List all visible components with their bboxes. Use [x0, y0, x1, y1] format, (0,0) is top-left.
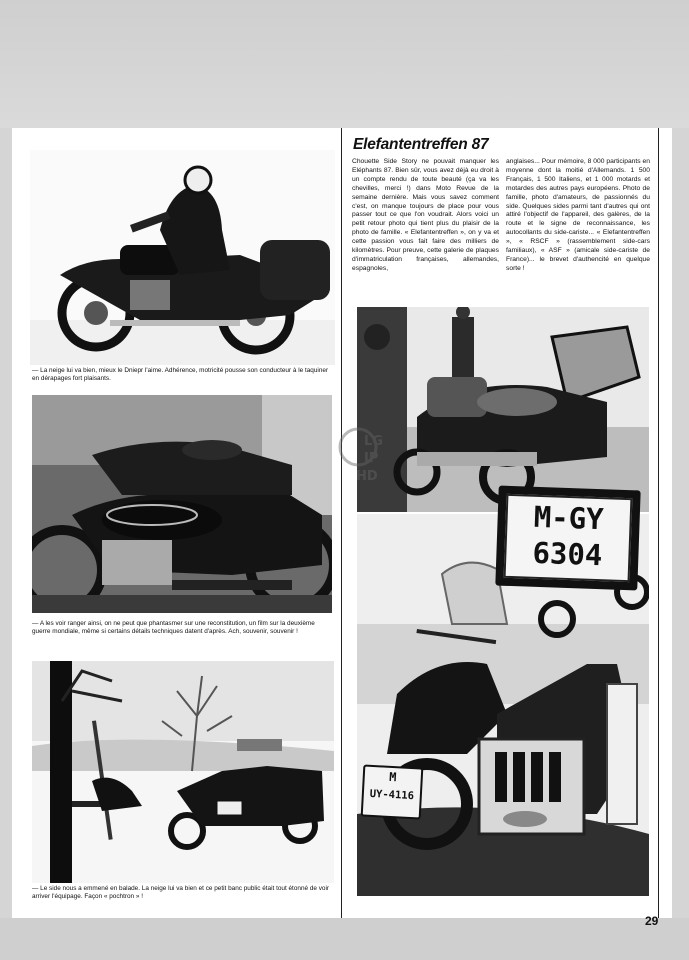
- bottom-scan-margin: [0, 918, 689, 960]
- photo-parked-sidecars: [32, 395, 332, 613]
- caption-photo1: — La neige lui va bien, mieux le Dniepr l'aime. Adhérence, motricité pousse son conducteur à le taquiner en dérapages fort plaisants.: [32, 367, 329, 383]
- plate-line-2: 6304: [531, 535, 603, 573]
- lgjphd-watermark: [336, 425, 402, 493]
- article-column-1: Chouette Side Story ne pouvait manquer les Eléphants 87. Bien sûr, vous avez déjà eu droit à un compte rendu de toute beauté (ça va les chevilles, merci !) dans Moto Revue de la semaine dernière. Mais vous savez comment c'est, on manque toujours de place pour vous passer tout ce que l'on voudrait. Alors voici un petit retour photo qui tient plus du plaisir de la photo de famille. « Elefantentreffen », on y va et cette passion vous fait faire des milliers de kilomètres. Pour preuve, cette galerie de plaques d'immatriculation françaises, allemandes, espagnoles,: [352, 158, 499, 272]
- page-number: 29: [645, 914, 659, 928]
- top-scan-margin: [0, 0, 689, 128]
- photo-sidecar-snow-rider: [30, 150, 335, 365]
- article-column-2: anglaises... Pour mémoire, 8 000 participants en moyenne dont la moitié d'Allemands. 1 500 Français, 1 500 Italiens, et 1 000 motards et motardes des autres pays européens. Photo de famille, photo d'amateurs, de passionnés du side. Quelques sides parmi tant d'autres qui ont attiré l'objectif de l'appareil, des galères, de la route et le signe de reconnaissance, les autocollants du side-cariste... « Elefantentreffen », « RSCF » (rassemblement side-cars familiaux), « ASF » (amicale side-cariste de France)... le brevet d'authencité en quelque sorte !: [506, 158, 650, 272]
- small-plate-line-1: M: [388, 769, 397, 785]
- svg-text:LG: LG: [364, 434, 383, 449]
- license-plate-m-uy-4116: [361, 764, 424, 819]
- svg-text:HD: HD: [356, 469, 378, 484]
- photo-sidecar-park-bench: [32, 661, 334, 883]
- caption-photo2: — A les voir ranger ainsi, on ne peut que phantasmer sur une reconstitution, un film sur la deuxième guerre mondiale, même si certains détails techniques datent d'après. Ach, souvenir, souvenir !: [32, 620, 315, 636]
- small-plate-line-2: UY-4116: [369, 787, 415, 803]
- plate-line-1: M-GY: [533, 499, 605, 537]
- license-plate-m-gy-6304: [495, 486, 640, 591]
- article-title: Elefantentreffen 87: [353, 136, 489, 153]
- caption-photo3: — Le side nous a emmené en balade. La neige lui va bien et ce petit banc public était tout étonné de voir arriver l'équipage. Façon « pochtron » !: [32, 885, 330, 901]
- svg-text:JP: JP: [364, 451, 379, 466]
